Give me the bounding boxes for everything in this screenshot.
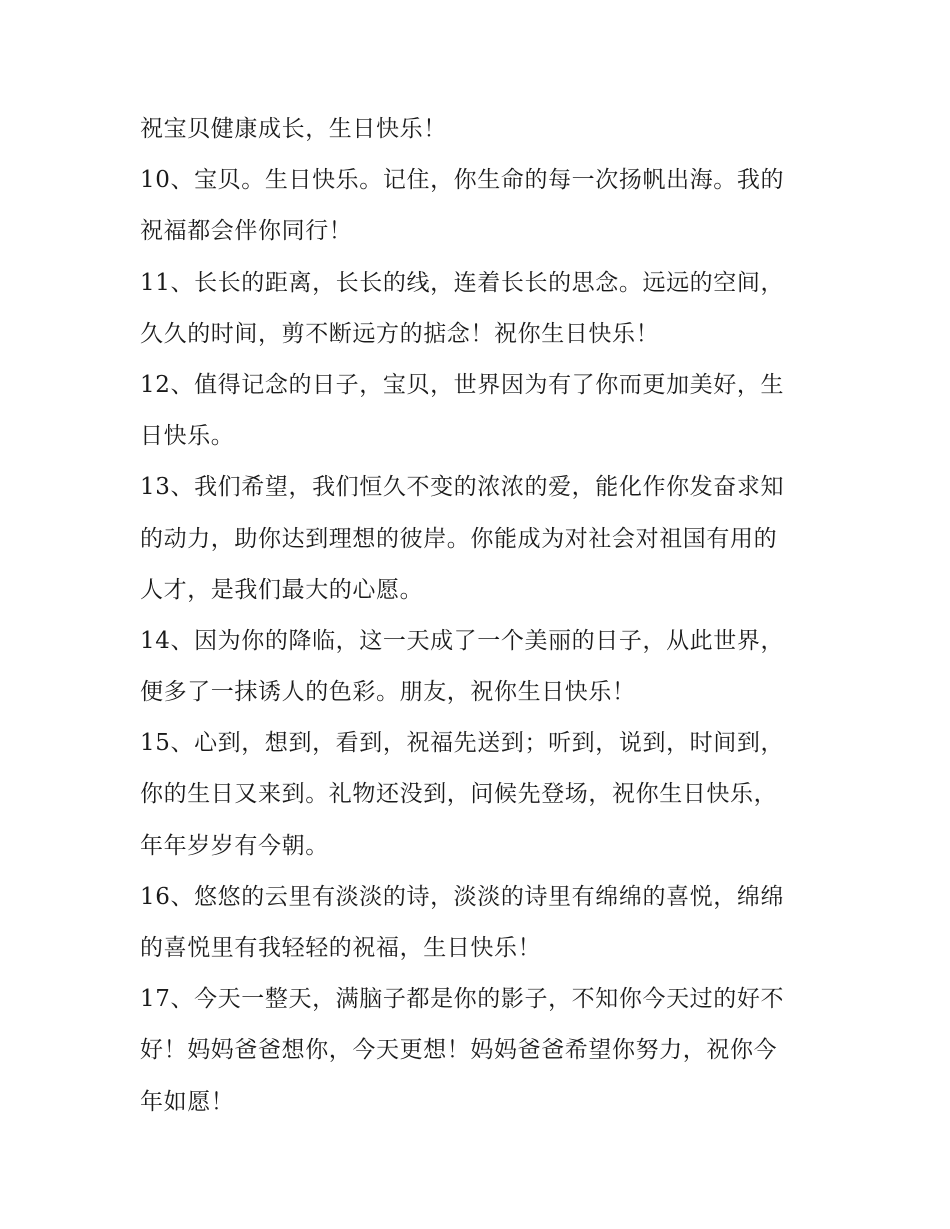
text-line: 年如愿！ <box>140 1088 235 1115</box>
text-line: 便多了一抹诱人的色彩。朋友，祝你生日快乐！ <box>140 679 636 706</box>
text-line: 祝宝贝健康成长，生日快乐！ <box>140 116 447 142</box>
text-line: 人才，是我们最大的心愿。 <box>140 576 424 603</box>
text-line: 的喜悦里有我轻轻的祝福，生日快乐！ <box>140 935 542 961</box>
text-line: 你的生日又来到。礼物还没到，问候先登场，祝你生日快乐， <box>140 781 778 808</box>
text-line: 15、心到，想到，看到，祝福先送到；听到，说到，时间到， <box>140 730 785 757</box>
text-line: 13、我们希望，我们恒久不变的浓浓的爱，能化作你发奋求知 <box>140 474 785 501</box>
document-body <box>140 104 812 1128</box>
text-line: 日快乐。 <box>140 423 235 450</box>
text-line: 的动力，助你达到理想的彼岸。你能成为对社会对祖国有用的 <box>140 525 778 552</box>
text-line: 11、长长的距离，长长的线，连着长长的思念。远远的空间， <box>140 269 785 296</box>
text-line: 好！妈妈爸爸想你，今天更想！妈妈爸爸希望你努力，祝你今 <box>140 1037 778 1064</box>
text-line: 10、宝贝。生日快乐。记住，你生命的每一次扬帆出海。我的 <box>140 167 785 194</box>
text-line: 祝福都会伴你同行！ <box>140 218 353 245</box>
text-line: 12、值得记念的日子，宝贝，世界因为有了你而更加美好，生 <box>140 371 785 398</box>
text-line: 年年岁岁有今朝。 <box>140 832 329 859</box>
text-line: 17、今天一整天，满脑子都是你的影子，不知你今天过的好不 <box>140 986 785 1013</box>
text-line: 14、因为你的降临，这一天成了一个美丽的日子，从此世界， <box>140 627 785 654</box>
text-line: 16、悠悠的云里有淡淡的诗，淡淡的诗里有绵绵的喜悦，绵绵 <box>140 883 785 910</box>
text-line: 久久的时间，剪不断远方的掂念！祝你生日快乐！ <box>140 320 660 347</box>
